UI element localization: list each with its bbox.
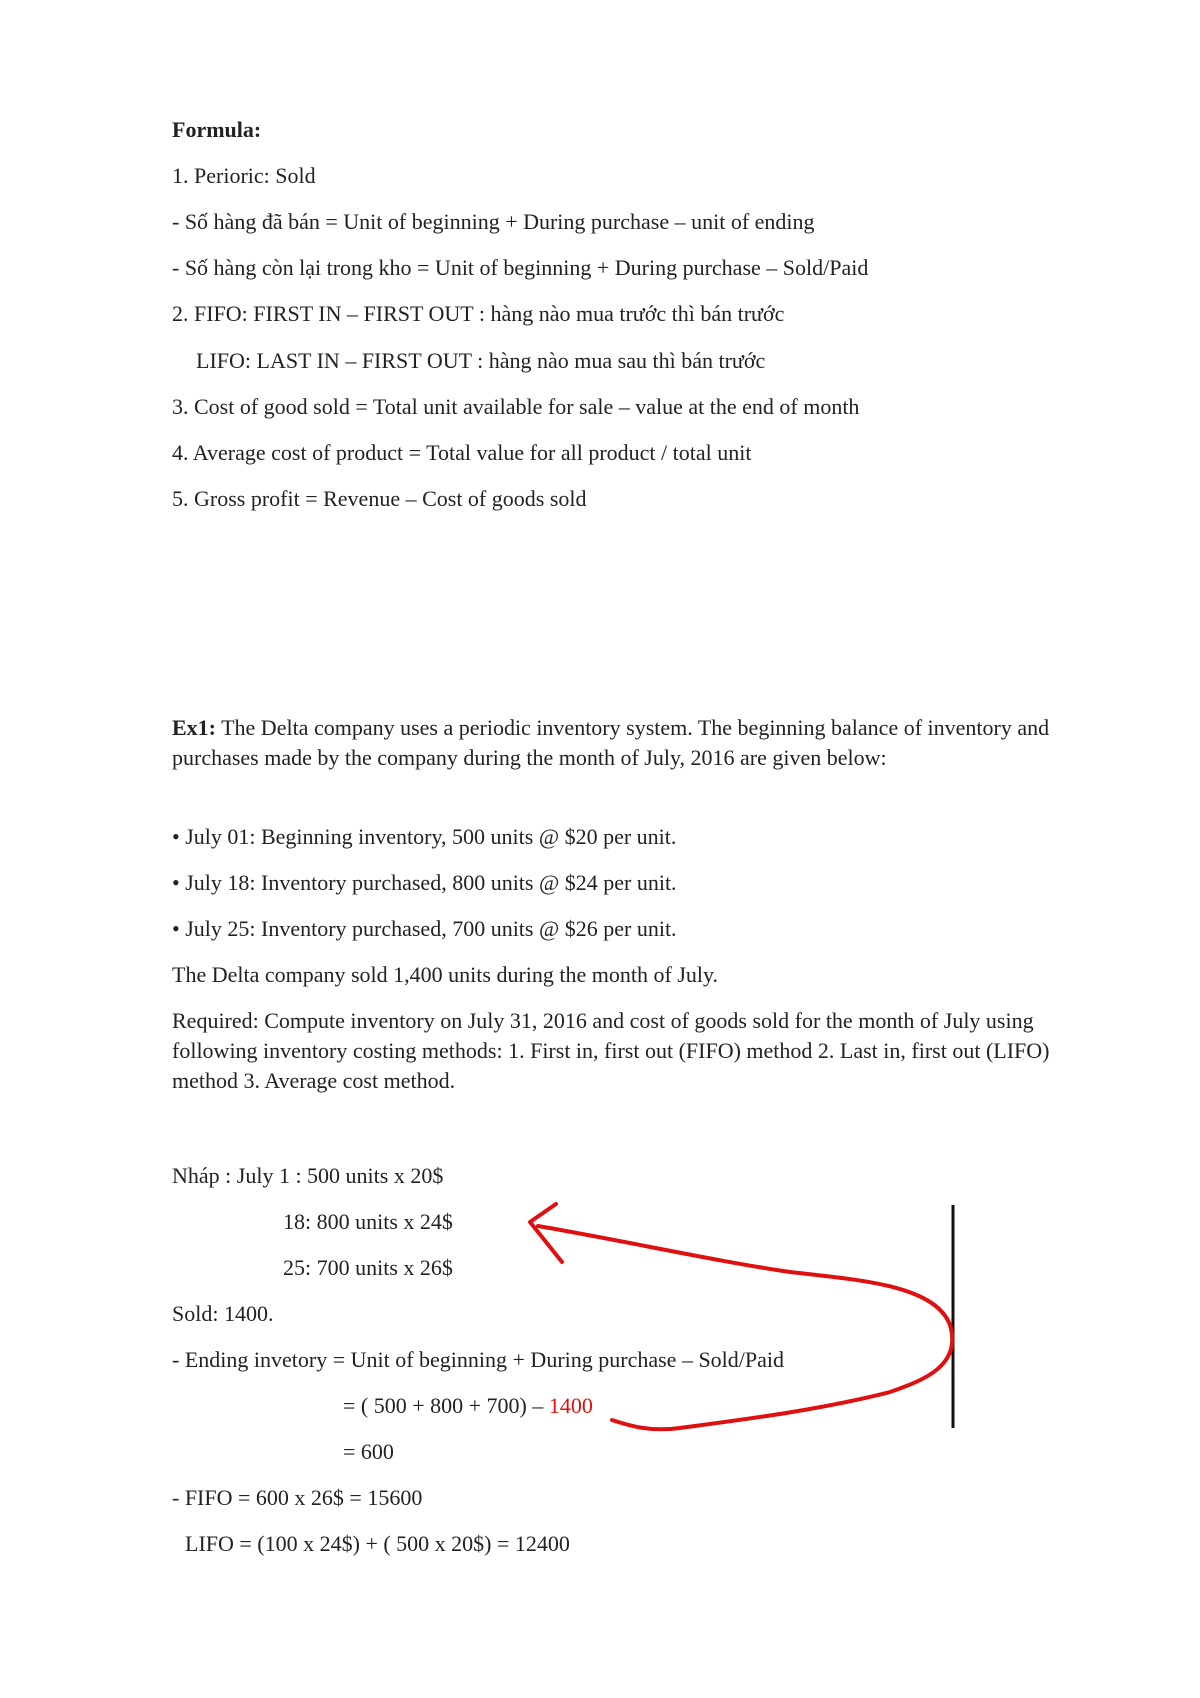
ex1-bullet-1: • July 01: Beginning inventory, 500 units @ $20 per unit. xyxy=(172,824,677,849)
formula-line-5: LIFO: LAST IN – FIRST OUT : hàng nào mua sau thì bán trước xyxy=(196,348,766,373)
draft-line-6-text: = ( 500 + 800 + 700) – xyxy=(343,1393,549,1418)
ex1-intro-text: The Delta company uses a periodic inventory system. The beginning balance of inventory and purchases made by the company during the month of July, 2016 are given below: xyxy=(172,715,1050,770)
red-arrowhead xyxy=(530,1204,562,1262)
ex1-intro xyxy=(172,713,1102,773)
ex1-required: Required: Compute inventory on July 31, 2016 and cost of goods sold for the month of July using following inventory costing methods: 1. First in, first out (FIFO) method 2. Last in, first out (LIFO) method 3. Average cost method. xyxy=(172,1008,1050,1093)
formula-line-1: 1. Perioric: Sold xyxy=(172,163,316,188)
draft-line-1: Nháp : July 1 : 500 units x 20$ xyxy=(172,1163,444,1188)
draft-sold-highlight: 1400 xyxy=(548,1393,593,1418)
draft-line-7: = 600 xyxy=(343,1439,394,1464)
formula-line-2: - Số hàng đã bán = Unit of beginning + During purchase – unit of ending xyxy=(172,209,815,234)
draft-line-4: Sold: 1400. xyxy=(172,1301,274,1326)
formula-title: Formula: xyxy=(172,117,262,142)
draft-line-5: - Ending invetory = Unit of beginning + During purchase – Sold/Paid xyxy=(172,1347,785,1372)
draft-line-2: 18: 800 units x 24$ xyxy=(283,1209,453,1234)
ex1-bullet-3: • July 25: Inventory purchased, 700 units @ $26 per unit. xyxy=(172,916,677,941)
formula-line-8: 5. Gross profit = Revenue – Cost of goods sold xyxy=(172,486,587,511)
ex1-bullet-2: • July 18: Inventory purchased, 800 units @ $24 per unit. xyxy=(172,870,677,895)
red-curved-arrow xyxy=(538,1226,952,1429)
ex1-label: Ex1: xyxy=(172,715,216,740)
draft-line-6 xyxy=(343,1392,593,1420)
formula-line-6: 3. Cost of good sold = Total unit available for sale – value at the end of month xyxy=(172,394,860,419)
draft-line-3: 25: 700 units x 26$ xyxy=(283,1255,453,1280)
formula-line-3: - Số hàng còn lại trong kho = Unit of beginning + During purchase – Sold/Paid xyxy=(172,255,869,280)
formula-line-7: 4. Average cost of product = Total value for all product / total unit xyxy=(172,440,752,465)
formula-line-4: 2. FIFO: FIRST IN – FIRST OUT : hàng nào mua trước thì bán trước xyxy=(172,301,785,326)
ex1-sold: The Delta company sold 1,400 units during the month of July. xyxy=(172,962,719,987)
draft-line-9: LIFO = (100 x 24$) + ( 500 x 20$) = 12400 xyxy=(185,1531,570,1556)
draft-line-8: - FIFO = 600 x 26$ = 15600 xyxy=(172,1485,423,1510)
